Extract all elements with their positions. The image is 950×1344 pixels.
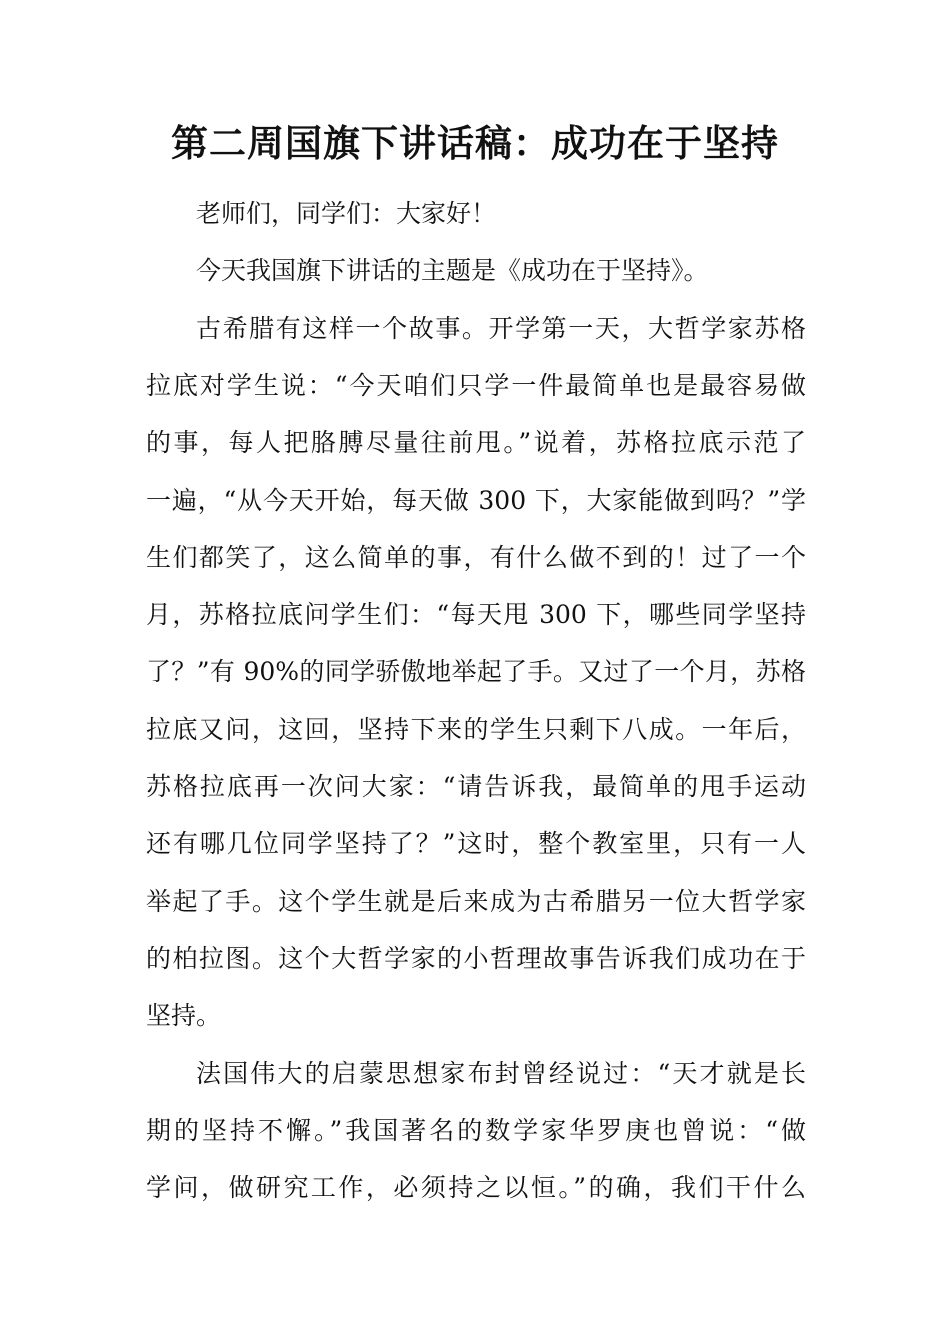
story-line-8: 拉底又问，这回，坚持下来的学生只剩下八成。一年后， bbox=[146, 715, 806, 744]
quote-line-2: 期的坚持不懈。”我国著名的数学家华罗庚也曾说：“做 bbox=[146, 1116, 806, 1145]
greeting-line: 老师们，同学们：大家好！ bbox=[196, 199, 497, 228]
story-line-7: 了？”有 90%的同学骄傲地举起了手。又过了一个月，苏格 bbox=[146, 657, 806, 686]
story-line-11: 举起了手。这个学生就是后来成为古希腊另一位大哲学家 bbox=[146, 887, 806, 916]
story-line-9: 苏格拉底再一次问大家：“请告诉我，最简单的甩手运动 bbox=[146, 772, 806, 801]
quote-line-3: 学问，做研究工作，必须持之以恒。”的确，我们干什么 bbox=[146, 1173, 806, 1202]
story-line-13: 坚持。 bbox=[146, 1001, 222, 1030]
story-line-10: 还有哪几位同学坚持了？”这时，整个教室里，只有一人 bbox=[146, 829, 806, 858]
story-line-12: 的柏拉图。这个大哲学家的小哲理故事告诉我们成功在于 bbox=[146, 944, 806, 973]
story-line-5: 生们都笑了，这么简单的事，有什么做不到的！过了一个 bbox=[146, 543, 806, 572]
quote-line-1: 法国伟大的启蒙思想家布封曾经说过：“天才就是长 bbox=[196, 1059, 806, 1088]
story-line-6: 月，苏格拉底问学生们：“每天甩 300 下，哪些同学坚持 bbox=[146, 600, 806, 629]
page-title: 第二周国旗下讲话稿：成功在于坚持 bbox=[171, 122, 779, 165]
topic-line: 今天我国旗下讲话的主题是《成功在于坚持》。 bbox=[196, 256, 709, 285]
story-line-3: 的事，每人把胳膊尽量往前甩。”说着，苏格拉底示范了 bbox=[146, 428, 806, 457]
story-line-2: 拉底对学生说：“今天咱们只学一件最简单也是最容易做 bbox=[146, 371, 806, 400]
story-line-1: 古希腊有这样一个故事。开学第一天，大哲学家苏格 bbox=[196, 314, 806, 343]
story-line-4: 一遍，“从今天开始，每天做 300 下，大家能做到吗？”学 bbox=[146, 486, 806, 515]
